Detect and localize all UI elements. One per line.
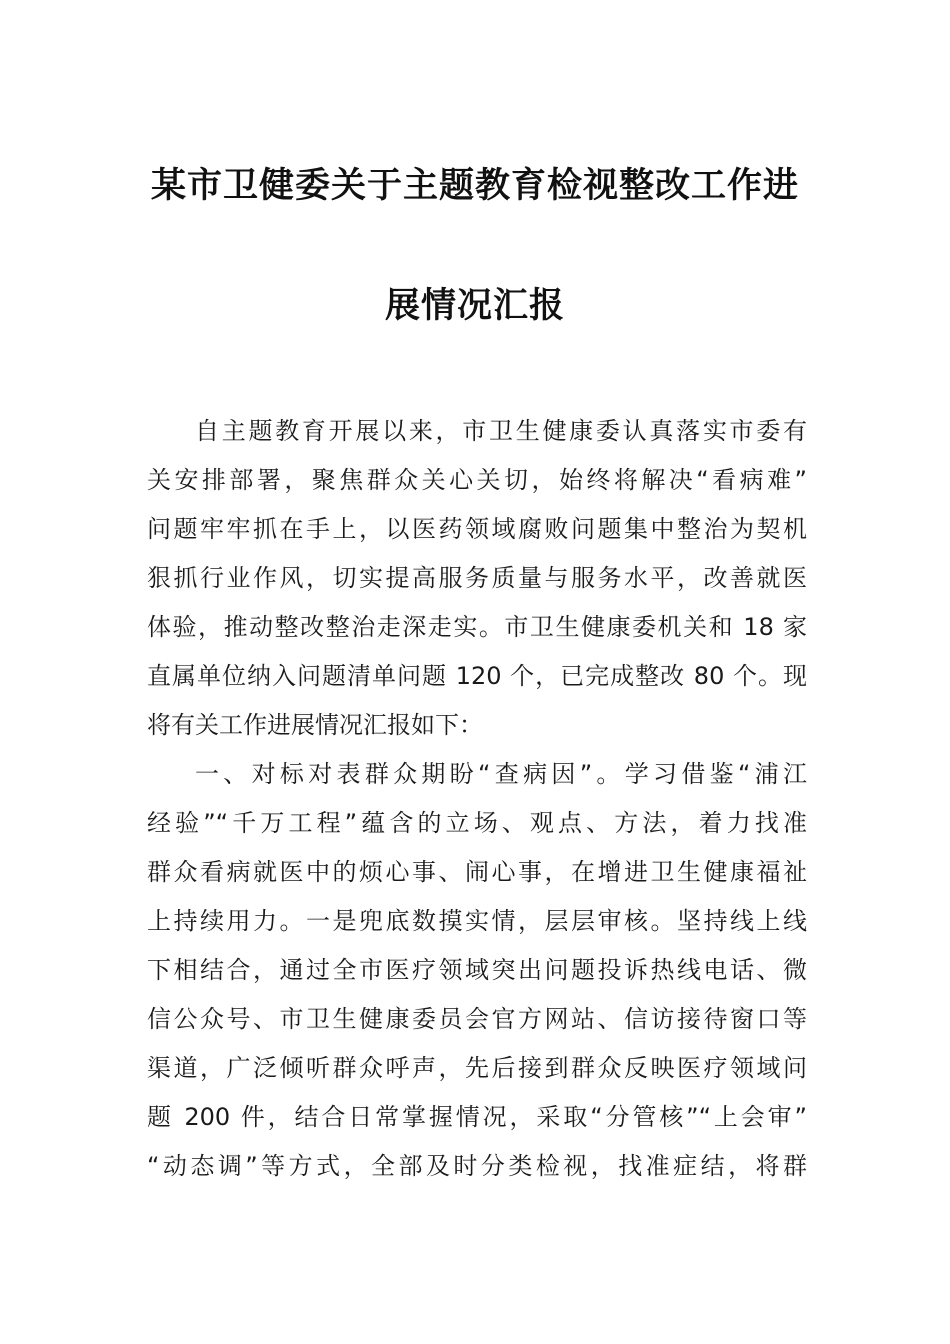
body-line-7: 将有关工作进展情况汇报如下： (147, 711, 483, 739)
document-title-line-2: 展情况汇报 (384, 285, 565, 326)
body-line-11: 上持续用力。一是兜底数摸实情，层层审核。坚持线上线 (147, 907, 807, 935)
body-line-10: 群众看病就医中的烦心事、闹心事，在增进卫生健康福祉 (147, 858, 807, 886)
body-line-4: 狠抓行业作风，切实提高服务质量与服务水平，改善就医 (147, 564, 807, 592)
body-line-5: 体验，推动整改整治走深走实。市卫生健康委机关和 18 家 (147, 613, 807, 641)
body-line-16: “动态调”等方式，全部及时分类检视，找准症结，将群 (147, 1152, 807, 1180)
body-line-12: 下相结合，通过全市医疗领域突出问题投诉热线电话、微 (147, 956, 807, 984)
body-line-1: 自主题教育开展以来，市卫生健康委认真落实市委有 (195, 417, 807, 445)
body-line-9: 经验”“千万工程”蕴含的立场、观点、方法，着力找准 (147, 809, 807, 837)
document-title-line-1: 某市卫健委关于主题教育检视整改工作进 (150, 165, 799, 206)
body-line-14: 渠道，广泛倾听群众呼声，先后接到群众反映医疗领域问 (147, 1054, 807, 1082)
body-line-13: 信公众号、市卫生健康委员会官方网站、信访接待窗口等 (147, 1005, 807, 1033)
body-line-3: 问题牢牢抓在手上，以医药领域腐败问题集中整治为契机 (147, 515, 807, 543)
body-line-2: 关安排部署，聚焦群众关心关切，始终将解决“看病难” (147, 466, 807, 494)
body-line-15: 题 200 件，结合日常掌握情况，采取“分管核”“上会审” (147, 1103, 807, 1131)
body-line-6: 直属单位纳入问题清单问题 120 个，已完成整改 80 个。现 (147, 662, 807, 690)
body-line-8: 一、对标对表群众期盼“查病因”。学习借鉴“浦江 (195, 760, 807, 788)
